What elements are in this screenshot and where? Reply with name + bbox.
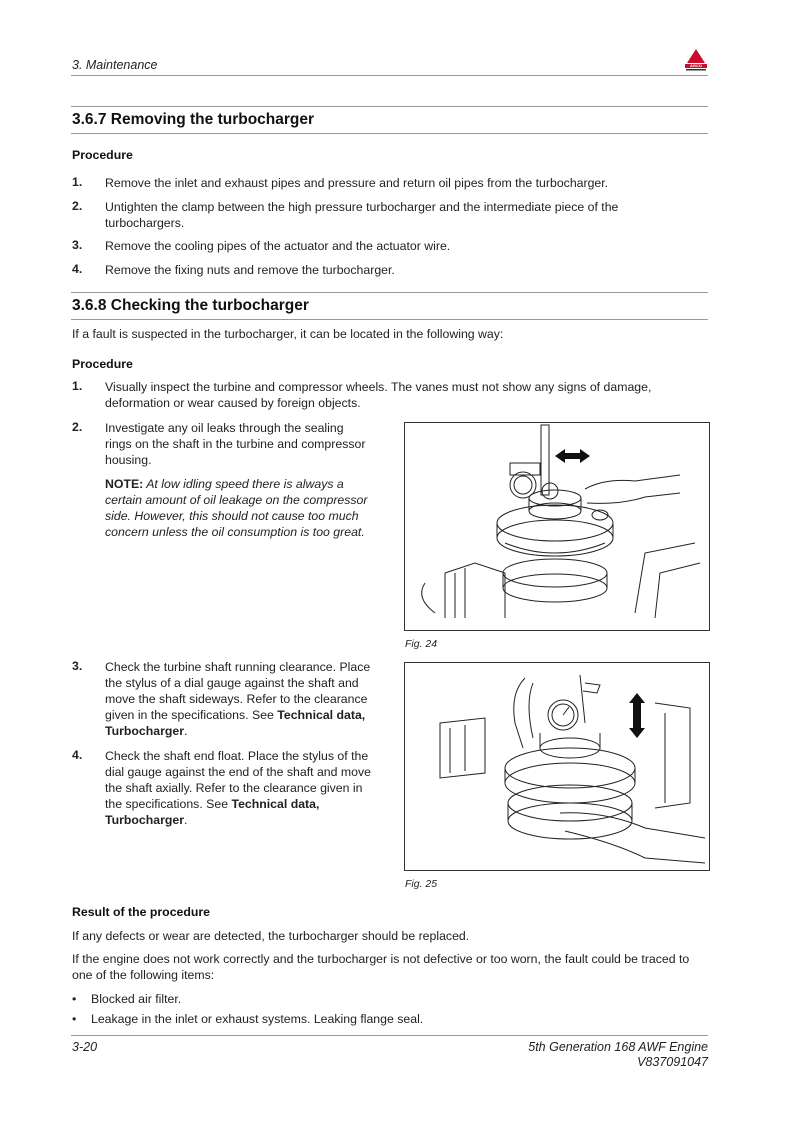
note-paragraph: NOTE: At low idling speed there is always a certain amount of oil leakage on the compressor side. However, this should not cause too much concern unless the oil consumption is too great.	[105, 477, 368, 539]
intro-paragraph: If a fault is suspected in the turbocharger, it can be located in the following way:	[72, 327, 504, 341]
turbocharger-axial-check-illustration	[405, 663, 709, 870]
section-rule-bottom	[71, 133, 708, 134]
document-title: 5th Generation 168 AWF Engine V837091047	[528, 1040, 708, 1069]
section-3-6-8-title: 3.6.8 Checking the turbocharger	[72, 297, 309, 314]
section-3-6-7-title: 3.6.7 Removing the turbocharger	[72, 111, 315, 128]
result-paragraph: If any defects or wear are detected, the turbocharger should be replaced.	[72, 929, 470, 943]
section-rule-top	[71, 106, 708, 107]
figure-25-caption: Fig. 25	[405, 878, 438, 890]
footer-rule	[71, 1035, 708, 1036]
figure-25-frame	[404, 662, 710, 871]
turbocharger-radial-check-illustration	[405, 423, 709, 630]
page-number: 3-20	[72, 1040, 98, 1054]
result-paragraph: If the engine does not work correctly and the turbocharger is not defective or too worn, the fault could be traced to one of the following items:	[72, 952, 690, 982]
running-header-section: 3. Maintenance	[72, 58, 158, 72]
figure-24-frame	[404, 422, 710, 631]
section-rule-top	[71, 292, 708, 293]
procedure-heading: Procedure	[72, 357, 133, 371]
result-heading: Result of the procedure	[72, 905, 211, 919]
procedure-heading: Procedure	[72, 148, 133, 162]
section-rule-bottom	[71, 319, 708, 320]
svg-text:AGCO: AGCO	[690, 63, 702, 69]
agco-logo	[683, 47, 709, 73]
header-rule	[71, 75, 708, 76]
figure-24-caption: Fig. 24	[405, 638, 438, 650]
